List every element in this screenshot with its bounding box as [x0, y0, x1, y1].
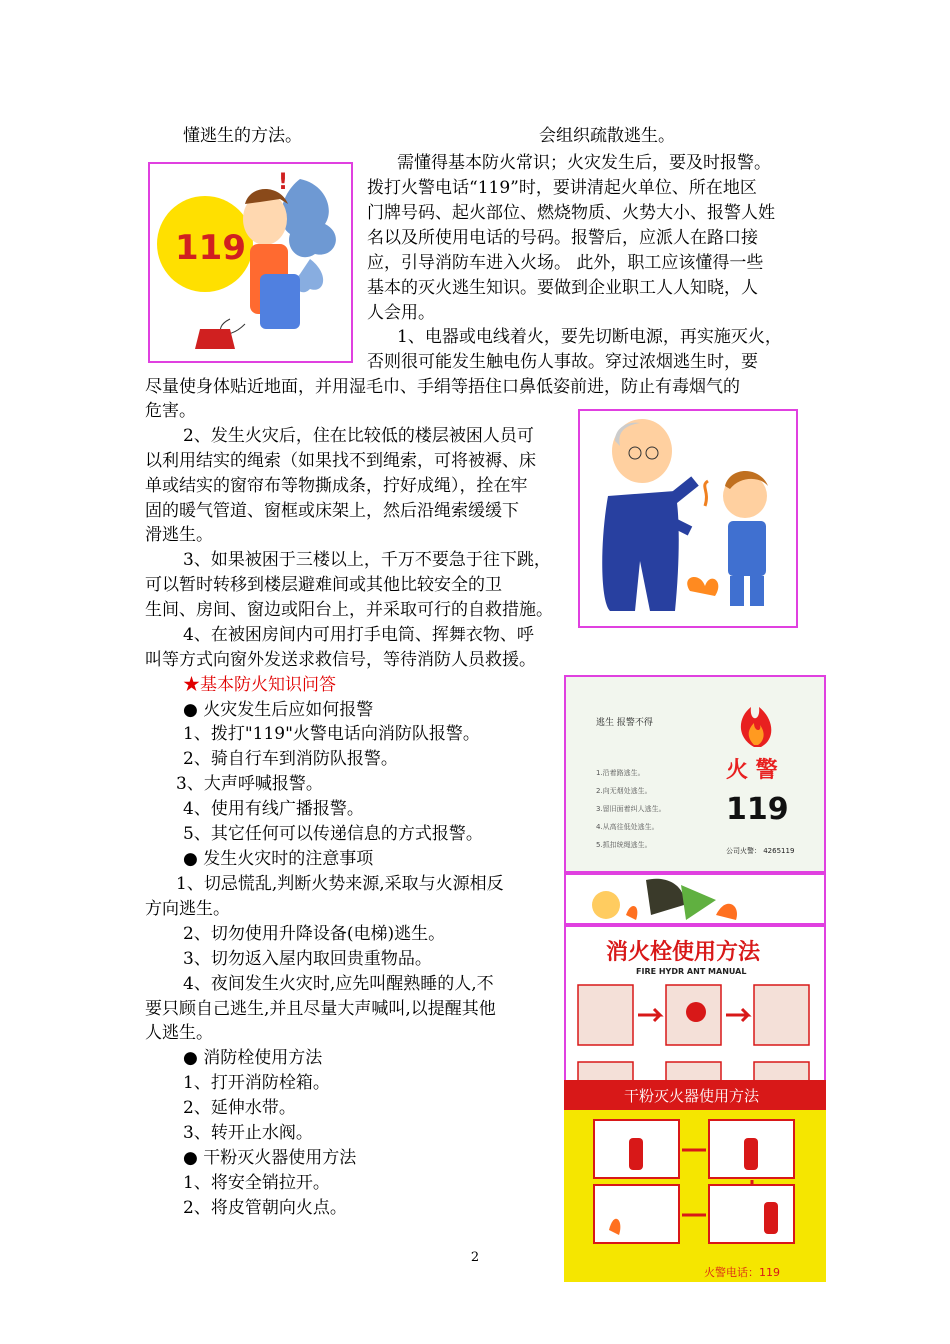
text-line: 4、在被困房间内可用打手电筒、挥舞衣物、呼	[183, 625, 534, 645]
list-item: 人逃生。	[145, 1023, 213, 1043]
text-line: 以利用结实的绳索（如果找不到绳索，可将被褥、床	[145, 451, 536, 471]
bullet-item: ● 干粉灭火器使用方法	[183, 1148, 357, 1168]
list-item: 方向逃生。	[145, 899, 230, 919]
text-line: 3、如果被困于三楼以上，千万不要急于往下跳，	[183, 550, 551, 570]
bullet-item: ● 火灾发生后应如何报警	[183, 700, 374, 720]
extinguisher-icon	[629, 1138, 643, 1170]
text-line: 人会用。	[367, 303, 435, 323]
img1-119-text: 119	[175, 228, 246, 268]
list-item: 2、延伸水带。	[183, 1098, 296, 1118]
section-heading: ★基本防火知识问答	[183, 675, 336, 695]
list-item: 1、打开消防栓箱。	[183, 1073, 330, 1093]
list-item: 4、夜间发生火灾时,应先叫醒熟睡的人,不	[183, 974, 494, 994]
list-item: 4、使用有线广播报警。	[183, 799, 364, 819]
list-item: 2、切勿使用升降设备(电梯)逃生。	[183, 924, 446, 944]
illustration-grandpa-child	[578, 409, 798, 628]
text-line: 2、发生火灾后，住在比较低的楼层被困人员可	[183, 426, 534, 446]
text-line: 固的暖气管道、窗框或床架上，然后沿绳索缓缓下	[145, 501, 519, 521]
poster-alarm-title: 火 警	[726, 758, 778, 783]
text-line: 门牌号码、起火部位、燃烧物质、火势大小、报警人姓	[367, 203, 775, 223]
text-line: 基本的灭火逃生知识。要做到企业职工人人知晓，人	[367, 278, 758, 298]
list-item: 2、骑自行车到消防队报警。	[183, 749, 398, 769]
poster-alarm-item: 4.从高往低处逃生。	[596, 823, 659, 831]
list-item: 1、拨打"119"火警电话向消防队报警。	[183, 724, 480, 744]
text-line: 需懂得基本防火常识；火灾发生后，要及时报警。	[397, 153, 771, 173]
poster-alarm-header: 逃生 报警不得	[596, 718, 653, 728]
list-item: 1、将安全销拉开。	[183, 1173, 330, 1193]
text-line: 滑逃生。	[145, 525, 213, 545]
text-line: 尽量使身体贴近地面，并用湿毛巾、手绢等捂住口鼻低姿前进，防止有毒烟气的	[145, 377, 740, 397]
poster-alarm-footer: 公司火警： 4265119	[726, 847, 795, 855]
poster-alarm-number: 119	[726, 792, 789, 827]
poster-alarm-item: 3.留旧面着纠人逃生。	[596, 805, 666, 813]
list-item: 3、转开止水阀。	[183, 1123, 313, 1143]
poster-alarm-item: 2.向无烟处逃生。	[596, 787, 652, 795]
text-line: 可以暂时转移到楼层避难间或其他比较安全的卫	[145, 575, 502, 595]
text-line: 危害。	[145, 401, 196, 421]
list-item: 3、切勿返入屋内取回贵重物品。	[183, 949, 432, 969]
page-number: 2	[470, 1250, 480, 1265]
list-item: 1、切忌慌乱,判断火势来源,采取与火源相反	[176, 874, 504, 894]
text-line: 单或结实的窗帘布等物撕成条，拧好成绳），拴在牢	[145, 476, 528, 496]
text-line: 名以及所使用电话的号码。报警后，应派人在路口接	[367, 228, 758, 248]
list-item: 5、其它任何可以传递信息的方式报警。	[183, 824, 483, 844]
list-item: 2、将皮管朝向火点。	[183, 1198, 347, 1218]
text-line: 1、电器或电线着火，要先切断电源，再实施灭火，	[397, 327, 782, 347]
poster-alarm-item: 5.抓扣统绳逃生。	[596, 841, 652, 849]
list-item: 3、大声呼喊报警。	[176, 774, 323, 794]
text-top-right: 会组织疏散逃生。	[539, 126, 675, 146]
illustration-119-phone	[148, 162, 353, 363]
text-line: 生间、房间、窗边或阳台上，并采取可行的自救措施。	[145, 600, 553, 620]
text-top-left: 懂逃生的方法。	[183, 126, 302, 146]
text-line: 叫等方式向窗外发送求救信号，等待消防人员救援。	[145, 650, 536, 670]
poster-hydrant-title: 消火栓使用方法	[606, 940, 761, 965]
poster-extinguisher-footer: 火警电话：119	[704, 1266, 780, 1279]
poster-hydrant-subtitle: FIRE HYDR ANT MANUAL	[636, 967, 747, 976]
svg-text:!: !	[278, 170, 289, 195]
bullet-item: ● 发生火灾时的注意事项	[183, 849, 374, 869]
poster-alarm-item: 1.沿着路逃生。	[596, 769, 645, 777]
text-line: 否则很可能发生触电伤人事故。穿过浓烟逃生时，要	[367, 352, 758, 372]
poster-fire-alarm	[564, 675, 826, 873]
list-item: 要只顾自己逃生,并且尽量大声喊叫,以提醒其他	[145, 999, 496, 1019]
text-line: 拨打火警电话“119”时，要讲清起火单位、所在地区	[367, 178, 757, 198]
bullet-item: ● 消防栓使用方法	[183, 1048, 323, 1068]
poster-extinguisher-title: 干粉灭火器使用方法	[624, 1087, 760, 1105]
text-line: 应，引导消防车进入火场。 此外，职工应该懂得一些	[367, 253, 764, 273]
illustration-cartoon-strip	[564, 873, 826, 925]
